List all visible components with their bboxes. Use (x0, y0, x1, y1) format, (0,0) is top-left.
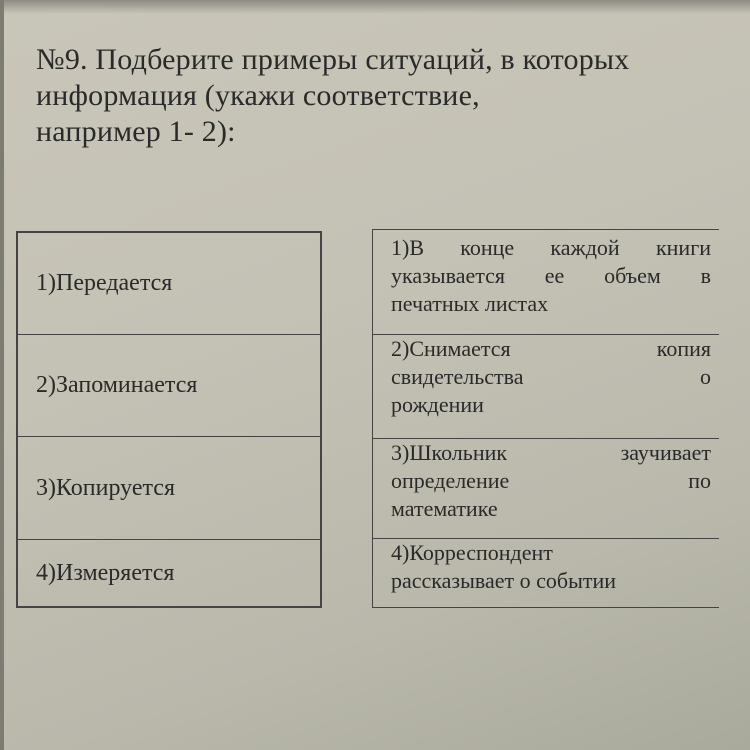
right-cell-line: рождении (391, 392, 484, 417)
left-cell-text: 3)Копируется (36, 474, 175, 501)
right-table (372, 229, 719, 608)
task-line-1: №9. Подберите примеры ситуаций, в которых (36, 43, 630, 76)
left-cell-text: 2)Запоминается (36, 372, 198, 398)
right-cell-4 (373, 539, 719, 608)
left-cell-3 (18, 437, 320, 540)
right-cell-line: 2)Снимается копия (391, 336, 711, 361)
right-cell-1 (373, 234, 719, 335)
right-cell-2 (373, 335, 719, 439)
right-cell-line: свидетельства о (391, 364, 711, 389)
left-cell-1 (18, 233, 320, 335)
top-shadow (0, 0, 750, 14)
right-cell-line: математике (391, 496, 498, 521)
right-cell-3 (373, 439, 719, 539)
paper-edge (0, 0, 4, 750)
task-line-3: например 1- 2): (36, 115, 236, 148)
right-cell-line: рассказывает о событии (391, 568, 617, 593)
task-line-2: информация (укажи соответствие, (36, 79, 480, 112)
right-cell-line: 4)Корреспондент (391, 540, 553, 565)
left-cell-2 (18, 335, 320, 437)
left-cell-text: 4)Измеряется (36, 559, 175, 586)
right-cell-line: указывается ее объем в (391, 263, 711, 288)
left-table (16, 231, 322, 608)
left-cell-4 (18, 540, 320, 606)
right-cell-line: 3)Школьник заучивает (391, 440, 711, 465)
right-cell-line: 1)В конце каждой книги (391, 235, 711, 260)
left-cell-text: 1)Передается (36, 270, 173, 296)
right-cell-line: определение по (391, 468, 711, 493)
task-heading (36, 42, 736, 150)
right-cell-line: печатных листах (391, 291, 549, 316)
